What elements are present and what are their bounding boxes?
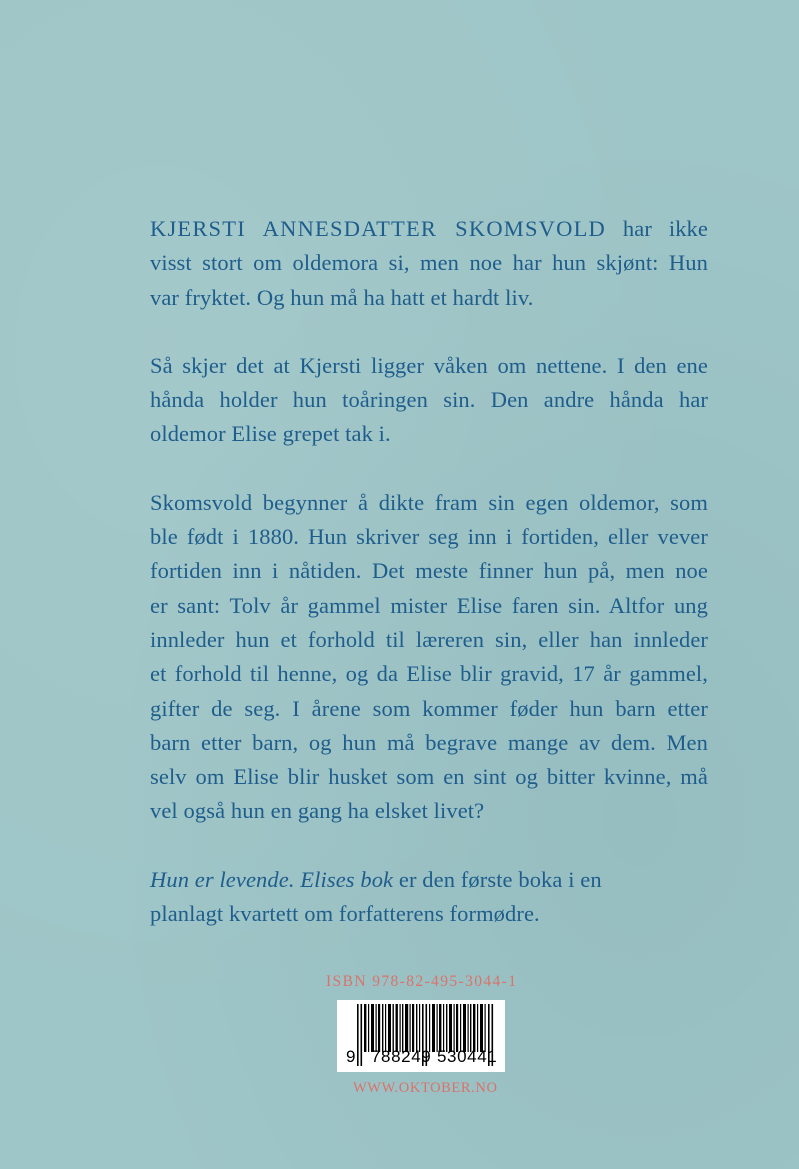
blurb-line: barn etter barn, og hun må begrave mange av dem. Men	[150, 729, 708, 755]
isbn-barcode	[337, 1000, 505, 1072]
blurb-line: hånda holder hun toåringen sin. Den andre hånda har	[150, 387, 708, 413]
blurb-line: var fryktet. Og hun må ha hatt et hardt liv.	[150, 284, 534, 310]
blurb-line: innleder hun et forhold til læreren sin, eller han innleder	[150, 626, 708, 652]
blurb-paragraph-4	[150, 863, 708, 932]
paragraph-gap	[150, 829, 708, 863]
isbn-label	[0, 973, 799, 991]
publisher-website: WWW.OKTOBER.NO	[353, 1080, 498, 1096]
barcode-digits-right: 530441	[437, 1047, 498, 1066]
barcode-digit-first: 9	[346, 1047, 356, 1066]
blurb-line: planlagt kvartett om forfatterens formødre.	[150, 901, 540, 927]
back-cover-blurb	[150, 212, 708, 931]
blurb-line: er sant: Tolv år gammel mister Elise faren sin. Altfor ung	[150, 592, 708, 618]
blurb-line	[150, 212, 708, 246]
blurb-text: er den første boka i en	[393, 866, 602, 892]
barcode-digits-left: 788249	[371, 1047, 432, 1066]
blurb-paragraph-3	[150, 486, 708, 829]
paragraph-gap	[150, 315, 708, 349]
isbn-text: ISBN 978-82-495-3044-1	[326, 973, 518, 990]
blurb-line: et forhold til henne, og da Elise blir gravid, 17 år gammel,	[150, 661, 708, 687]
blurb-line: Så skjer det at Kjersti ligger våken om nettene. I den ene	[150, 352, 708, 378]
blurb-line: visst stort om oldemora si, men noe har hun skjønt: Hun	[150, 250, 708, 276]
blurb-line: ble født i 1880. Hun skriver seg inn i fortiden, eller vever	[150, 524, 708, 550]
blurb-line: gifter de seg. I årene som kommer føder hun barn etter	[150, 695, 708, 721]
blurb-line: Skomsvold begynner å dikte fram sin egen oldemor, som	[150, 489, 708, 515]
barcode-digits	[337, 1047, 505, 1067]
author-name: KJERSTI ANNESDATTER SKOMSVOLD	[150, 216, 606, 241]
blurb-line: vel også hun en gang ha elsket livet?	[150, 798, 485, 824]
blurb-text: har ikke	[605, 216, 708, 241]
book-title: Hun er levende. Elises bok	[150, 866, 394, 892]
blurb-line: selv om Elise blir husket som en sint og bitter kvinne, må	[150, 764, 708, 790]
blurb-paragraph-2	[150, 349, 708, 452]
blurb-line	[150, 863, 708, 897]
blurb-line: fortiden inn i nåtiden. Det meste finner hun på, men noe	[150, 558, 708, 584]
blurb-line: oldemor Elise grepet tak i.	[150, 421, 391, 447]
paragraph-gap	[150, 452, 708, 486]
blurb-paragraph-1	[150, 212, 708, 315]
